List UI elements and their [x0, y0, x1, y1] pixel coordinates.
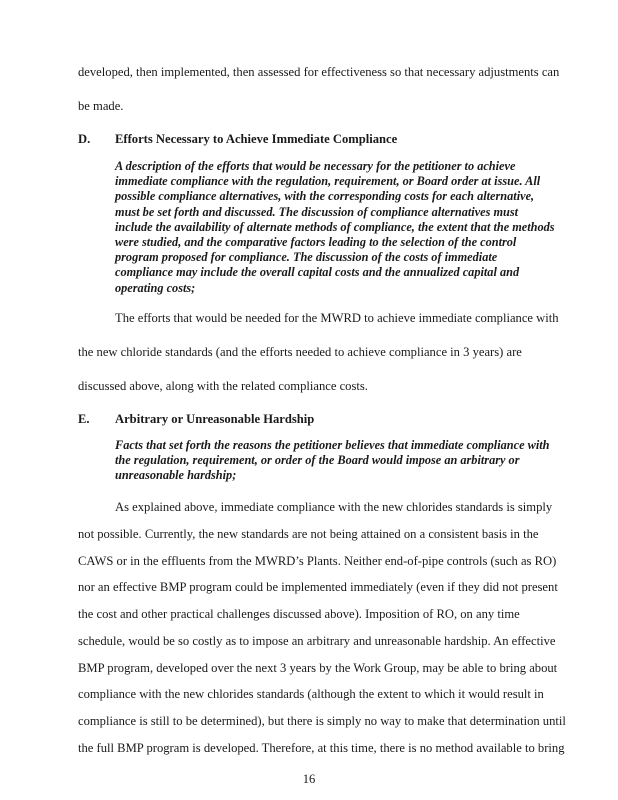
body-text-line: nor an effective BMP program could be implemented immediately (even if they did not present	[78, 580, 558, 594]
section-title: Arbitrary or Unreasonable Hardship	[115, 412, 315, 426]
body-text-line: BMP program, developed over the next 3 years by the Work Group, may be able to bring about	[78, 661, 558, 675]
quote-line: were studied, and the comparative factors leading to the selection of the control	[115, 235, 517, 250]
section-e-heading	[78, 411, 314, 427]
quote-line: possible compliance alternatives, with the corresponding costs for each alternative,	[115, 189, 535, 204]
body-text-line: the cost and other practical challenges discussed above). Imposition of RO, on any time	[78, 607, 520, 621]
quote-line: the regulation, requirement, or order of the Board would impose an arbitrary or	[115, 453, 520, 468]
body-text-line: developed, then implemented, then assessed for effectiveness so that necessary adjustments can	[78, 65, 560, 79]
quote-line: unreasonable hardship;	[115, 468, 237, 483]
body-text-line: the full BMP program is developed. Therefore, at this time, there is no method available to bring	[78, 741, 565, 755]
section-d-heading	[78, 131, 397, 147]
quote-line: Facts that set forth the reasons the petitioner believes that immediate compliance with	[115, 438, 550, 452]
body-text-line: As explained above, immediate compliance with the new chlorides standards is simply	[115, 500, 553, 514]
section-letter: D.	[78, 132, 91, 146]
quote-line: must be set forth and discussed. The discussion of compliance alternatives must	[115, 204, 519, 219]
quote-line: immediate compliance with the regulation, requirement, or Board order at issue. All	[115, 174, 541, 189]
section-e-quote	[115, 438, 555, 484]
body-text-line: discussed above, along with the related compliance costs.	[78, 379, 368, 393]
quote-line: operating costs;	[115, 280, 196, 295]
body-text-line: CAWS or in the effluents from the MWRD’s Plants. Neither end-of-pipe controls (such as RO)	[78, 554, 557, 568]
quote-line: compliance may include the overall capital costs and the annualized capital and	[115, 265, 520, 280]
page-number: 16	[302, 772, 316, 786]
quote-line: program proposed for compliance. The discussion of the costs of immediate	[115, 250, 498, 265]
quote-line: include the availability of alternate methods of compliance, the extent that the methods	[115, 219, 555, 234]
body-text-line: the new chloride standards (and the efforts needed to achieve compliance in 3 years) are	[78, 345, 522, 359]
body-text-line: schedule, would be so costly as to impose an arbitrary and unreasonable hardship. An effective	[78, 634, 556, 648]
body-text-line: be made.	[78, 99, 124, 113]
section-d-quote	[115, 159, 555, 296]
section-title: Efforts Necessary to Achieve Immediate Compliance	[115, 132, 398, 146]
section-letter: E.	[78, 412, 90, 426]
body-text-line: not possible. Currently, the new standards are not being attained on a consistent basis in the	[78, 527, 539, 541]
body-text-line: The efforts that would be needed for the MWRD to achieve immediate compliance with	[115, 311, 559, 325]
quote-line: A description of the efforts that would be necessary for the petitioner to achieve	[115, 159, 516, 173]
body-text-line: compliance with the new chlorides standards (although the extent to which it would result in	[78, 687, 544, 701]
body-text-line: compliance is still to be determined), but there is simply no way to make that determination until	[78, 714, 566, 728]
